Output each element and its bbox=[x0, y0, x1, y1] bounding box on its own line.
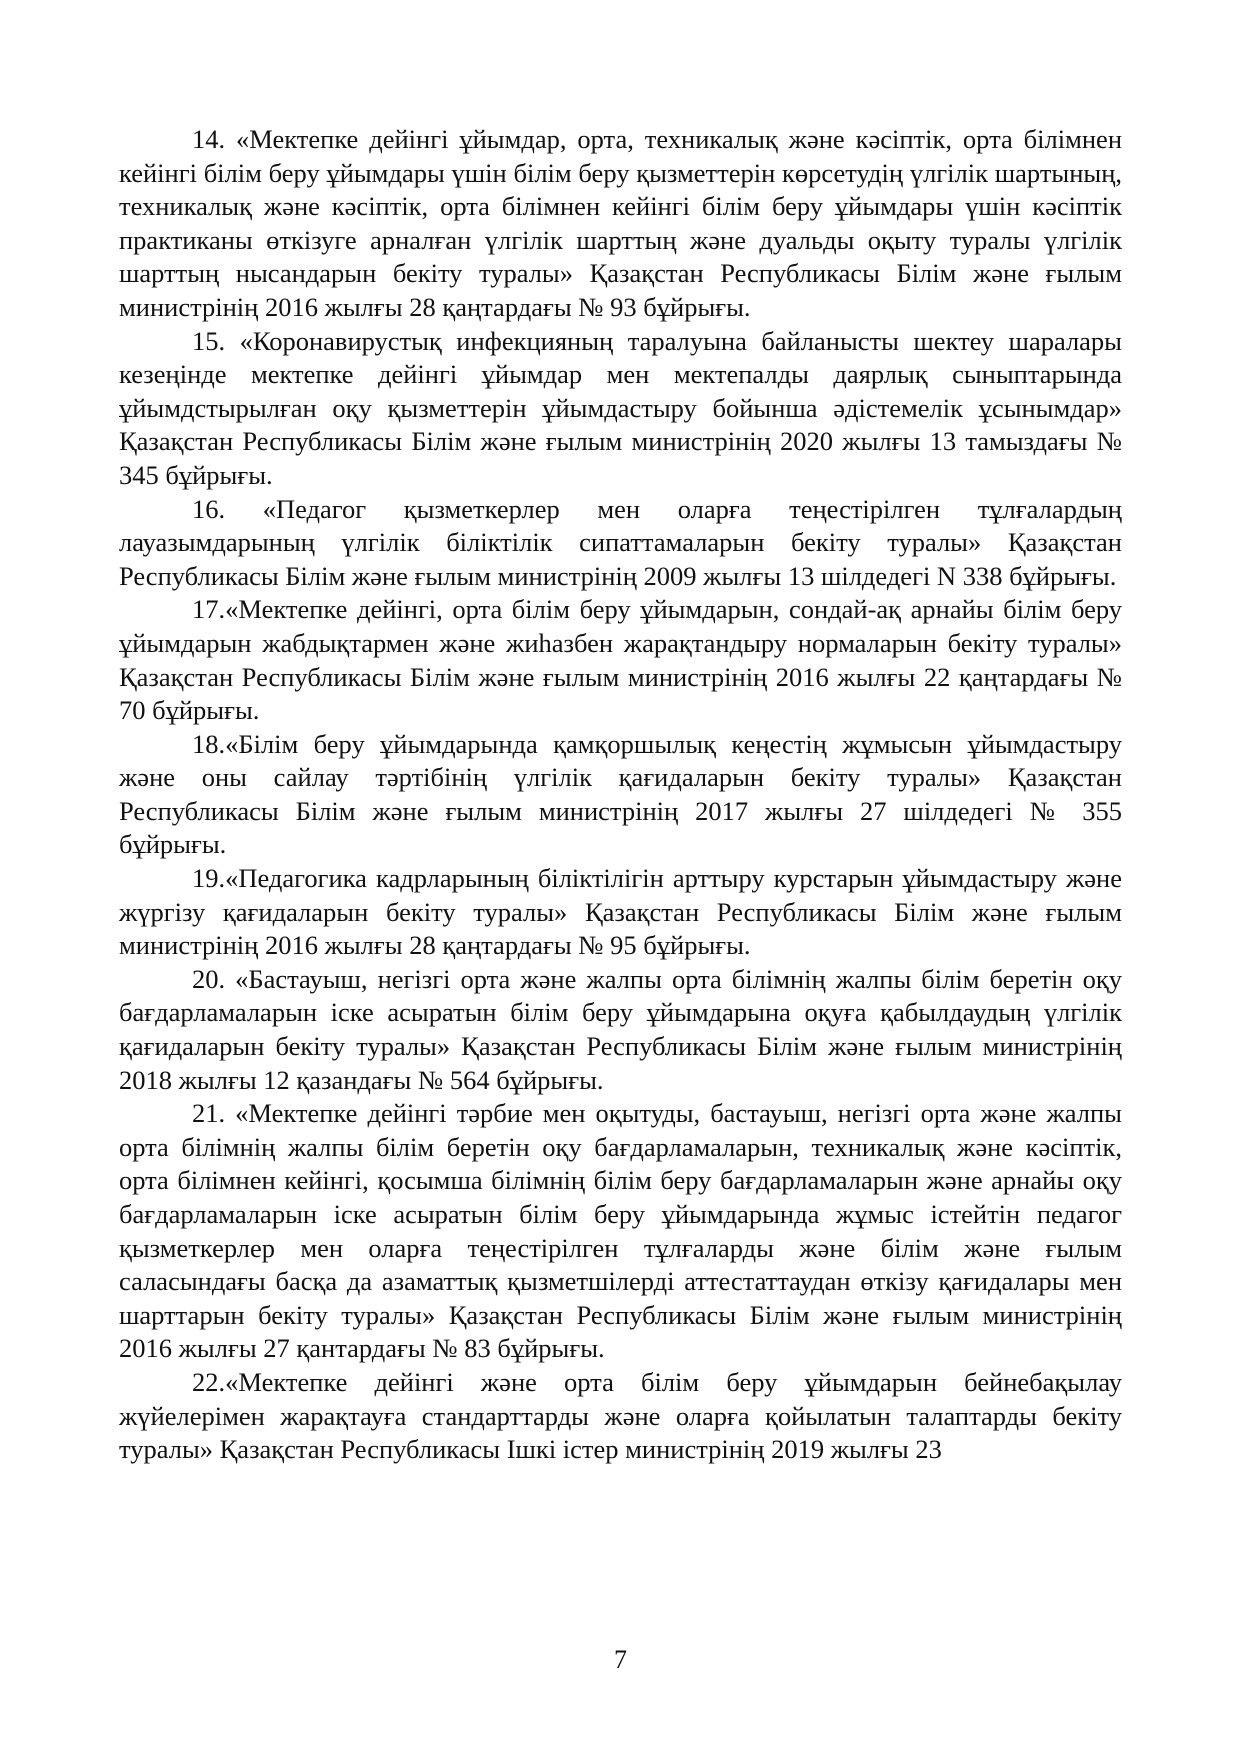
list-item-16: 16. «Педагог қызметкерлер мен оларға теңестірілген тұлғалардың лауазымдарының үлгілік біліктілік сипаттамаларын бекіту туралы» Қазақстан Республикасы Білім және ғылым министрінің 2009 жылғы 13 шілдедегі N 338 бұйрығы. bbox=[119, 493, 1122, 591]
list-item-19: 19.«Педагогика кадрларының біліктілігін арттыру курстарын ұйымдастыру және жүргізу қағидаларын бекіту туралы» Қазақстан Республикасы Білім және ғылым министрінің 2016 жылғы 28 қаңтардағы № 95 бұйрығы. bbox=[119, 863, 1122, 961]
list-item-18: 18.«Білім беру ұйымдарында қамқоршылық кеңестің жұмысын ұйымдастыру және оны сайлау тәртібінің үлгілік қағидаларын бекіту туралы» Қазақстан Республикасы Білім және ғылым министрінің 2017 жылғы 27 шілдедегі № 355 бұйрығы. bbox=[119, 728, 1122, 860]
list-item-14: 14. «Мектепке дейінгі ұйымдар, орта, техникалық және кәсіптік, орта білімнен кейінгі білім беру ұйымдары үшін білім беру қызметтерін көрсетудің үлгілік шартының, техникалық және кәсіптік, орта білімнен кейінгі білім беру ұйымдары үшін кәсіптік практиканы өткізуге арналған үлгілік шарттың және дуальды оқыту туралы үлгілік шарттың нысандарын бекіту туралы» Қазақстан Республикасы Білім және ғылым министрінің 2016 жылғы 28 қаңтардағы № 93 бұйрығы. bbox=[119, 124, 1122, 322]
list-item-21: 21. «Мектепке дейінгі тәрбие мен оқытуды, бастауыш, негізгі орта және жалпы орта білімнің жалпы білім беретін оқу бағдарламаларын, техникалық және кәсіптік, орта білімнен кейінгі, қосымша білімнің білім беру бағдарламаларын және арнайы оқу бағдарламаларын іске асыратын білім беру ұйымдарында жұмыс істейтін педагог қызметкерлер мен оларға теңестірілген тұлғаларды және білім және ғылым саласындағы басқа да азаматтық қызметшілерді аттестаттаудан өткізу қағидалары мен шарттарын бекіту туралы» Қазақстан Республикасы Білім және ғылым министрінің 2016 жылғы 27 қантардағы № 83 бұйрығы. bbox=[119, 1098, 1122, 1364]
page-number: 7 bbox=[614, 1645, 627, 1674]
list-item-22: 22.«Мектепке дейінгі және орта білім беру ұйымдарын бейнебақылау жүйелерімен жарақтауға стандарттарды және оларға қойылатын талаптарды бекіту туралы» Қазақстан Республикасы Ішкі істер министрінің 2019 жылғы 23 bbox=[119, 1366, 1122, 1465]
list-item-20: 20. «Бастауыш, негізгі орта және жалпы орта білімнің жалпы білім беретін оқу бағдарламаларын іске асыратын білім беру ұйымдарына оқуға қабылдаудың үлгілік қағидаларын бекіту туралы» Қазақстан Республикасы Білім және ғылым министрінің 2018 жылғы 12 қазандағы № 564 бұйрығы. bbox=[119, 963, 1122, 1095]
document-page bbox=[119, 123, 1122, 1467]
list-item-17: 17.«Мектепке дейінгі, орта білім беру ұйымдарын, сондай-ақ арнайы білім беру ұйымдарын жабдықтармен және жиһазбен жарақтандыру нормаларын бекіту туралы» Қазақстан Республикасы Білім және ғылым министрінің 2016 жылғы 22 қаңтардағы № 70 бұйрығы. bbox=[119, 594, 1122, 726]
list-item-15: 15. «Коронавирустық инфекцияның таралуына байланысты шектеу шаралары кезеңінде мектепке дейінгі ұйымдар мен мектепалды даярлық сыныптарында ұйымдстырылған оқу қызметтерін ұйымдастыру бойынша әдістемелік ұсынымдар» Қазақстан Республикасы Білім және ғылым министрінің 2020 жылғы 13 тамыздағы № 345 бұйрығы. bbox=[119, 325, 1122, 490]
